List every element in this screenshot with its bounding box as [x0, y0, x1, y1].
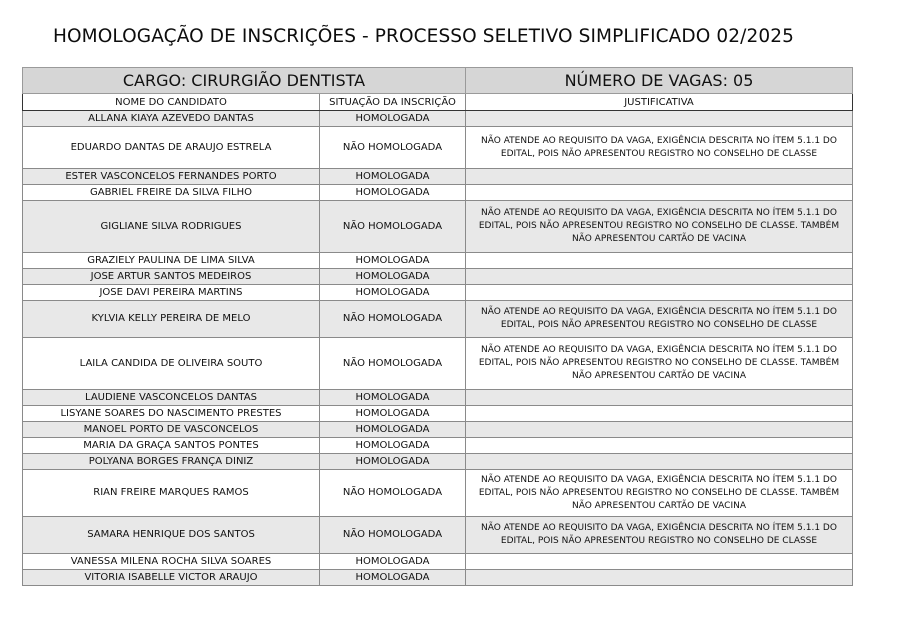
- justification: [466, 169, 853, 185]
- column-header-situacao: SITUAÇÃO DA INSCRIÇÃO: [320, 94, 466, 111]
- candidate-name: MANOEL PORTO DE VASCONCELOS: [23, 422, 320, 438]
- justification: [466, 390, 853, 406]
- column-header-nome: NOME DO CANDIDATO: [23, 94, 320, 111]
- registration-status: HOMOLOGADA: [320, 390, 466, 406]
- justification: [466, 185, 853, 201]
- vagas-label: NÚMERO DE VAGAS: 05: [466, 68, 853, 94]
- justification: [466, 570, 853, 586]
- table-header-row: [23, 94, 853, 111]
- table-row: [23, 438, 853, 454]
- registration-status: NÃO HOMOLOGADA: [320, 517, 466, 554]
- homologation-table: [22, 67, 853, 586]
- page-title: HOMOLOGAÇÃO DE INSCRIÇÕES - PROCESSO SELETIVO SIMPLIFICADO 02/2025: [53, 26, 794, 47]
- registration-status: NÃO HOMOLOGADA: [320, 127, 466, 169]
- registration-status: HOMOLOGADA: [320, 570, 466, 586]
- candidate-name: VANESSA MILENA ROCHA SILVA SOARES: [23, 554, 320, 570]
- candidate-name: EDUARDO DANTAS DE ARAUJO ESTRELA: [23, 127, 320, 169]
- registration-status: HOMOLOGADA: [320, 554, 466, 570]
- registration-status: NÃO HOMOLOGADA: [320, 301, 466, 338]
- table-row: [23, 338, 853, 390]
- table-row: [23, 253, 853, 269]
- candidate-name: KYLVIA KELLY PEREIRA DE MELO: [23, 301, 320, 338]
- candidate-name: SAMARA HENRIQUE DOS SANTOS: [23, 517, 320, 554]
- candidate-name: GIGLIANE SILVA RODRIGUES: [23, 201, 320, 253]
- justification: NÃO ATENDE AO REQUISITO DA VAGA, EXIGÊNCIA DESCRITA NO ÍTEM 5.1.1 DO EDITAL, POIS NÃO APRESENTOU REGISTRO NO CONSELHO DE CLASSE. TAMBÉM NÃO APRESENTOU CARTÃO DE VACINA: [466, 338, 853, 390]
- candidate-name: RIAN FREIRE MARQUES RAMOS: [23, 470, 320, 517]
- justification: [466, 269, 853, 285]
- table-row: [23, 470, 853, 517]
- registration-status: HOMOLOGADA: [320, 406, 466, 422]
- table-row: [23, 201, 853, 253]
- table-row: [23, 517, 853, 554]
- candidate-name: JOSE ARTUR SANTOS MEDEIROS: [23, 269, 320, 285]
- table-row: [23, 111, 853, 127]
- table-row: [23, 185, 853, 201]
- registration-status: NÃO HOMOLOGADA: [320, 201, 466, 253]
- table-row: [23, 454, 853, 470]
- justification: NÃO ATENDE AO REQUISITO DA VAGA, EXIGÊNCIA DESCRITA NO ÍTEM 5.1.1 DO EDITAL, POIS NÃO APRESENTOU REGISTRO NO CONSELHO DE CLASSE. TAMBÉM NÃO APRESENTOU CARTÃO DE VACINA: [466, 201, 853, 253]
- candidate-name: MARIA DA GRAÇA SANTOS PONTES: [23, 438, 320, 454]
- justification: [466, 285, 853, 301]
- table-row: [23, 285, 853, 301]
- justification: [466, 111, 853, 127]
- registration-status: HOMOLOGADA: [320, 422, 466, 438]
- candidate-name: GRAZIELY PAULINA DE LIMA SILVA: [23, 253, 320, 269]
- justification: [466, 253, 853, 269]
- table-row: [23, 301, 853, 338]
- candidate-name: POLYANA BORGES FRANÇA DINIZ: [23, 454, 320, 470]
- registration-status: HOMOLOGADA: [320, 169, 466, 185]
- table-row: [23, 406, 853, 422]
- justification: [466, 438, 853, 454]
- justification: [466, 422, 853, 438]
- justification: NÃO ATENDE AO REQUISITO DA VAGA, EXIGÊNCIA DESCRITA NO ÍTEM 5.1.1 DO EDITAL, POIS NÃO APRESENTOU REGISTRO NO CONSELHO DE CLASSE. TAMBÉM NÃO APRESENTOU CARTÃO DE VACINA: [466, 470, 853, 517]
- table-row: [23, 422, 853, 438]
- table-row: [23, 390, 853, 406]
- registration-status: HOMOLOGADA: [320, 253, 466, 269]
- candidate-name: ALLANA KIAYA AZEVEDO DANTAS: [23, 111, 320, 127]
- candidate-name: LISYANE SOARES DO NASCIMENTO PRESTES: [23, 406, 320, 422]
- candidate-name: LAUDIENE VASCONCELOS DANTAS: [23, 390, 320, 406]
- table-row: [23, 269, 853, 285]
- registration-status: HOMOLOGADA: [320, 285, 466, 301]
- justification: [466, 406, 853, 422]
- cargo-label: CARGO: CIRURGIÃO DENTISTA: [23, 68, 466, 94]
- table-row: [23, 127, 853, 169]
- registration-status: HOMOLOGADA: [320, 269, 466, 285]
- registration-status: HOMOLOGADA: [320, 111, 466, 127]
- justification: NÃO ATENDE AO REQUISITO DA VAGA, EXIGÊNCIA DESCRITA NO ÍTEM 5.1.1 DO EDITAL, POIS NÃO APRESENTOU REGISTRO NO CONSELHO DE CLASSE: [466, 517, 853, 554]
- registration-status: HOMOLOGADA: [320, 185, 466, 201]
- table-row: [23, 169, 853, 185]
- candidate-name: LAILA CANDIDA DE OLIVEIRA SOUTO: [23, 338, 320, 390]
- table-row: [23, 570, 853, 586]
- candidate-name: ESTER VASCONCELOS FERNANDES PORTO: [23, 169, 320, 185]
- registration-status: HOMOLOGADA: [320, 454, 466, 470]
- candidate-name: VITORIA ISABELLE VICTOR ARAUJO: [23, 570, 320, 586]
- candidate-name: GABRIEL FREIRE DA SILVA FILHO: [23, 185, 320, 201]
- table-row: [23, 554, 853, 570]
- justification: NÃO ATENDE AO REQUISITO DA VAGA, EXIGÊNCIA DESCRITA NO ÍTEM 5.1.1 DO EDITAL, POIS NÃO APRESENTOU REGISTRO NO CONSELHO DE CLASSE: [466, 127, 853, 169]
- candidate-name: JOSE DAVI PEREIRA MARTINS: [23, 285, 320, 301]
- registration-status: HOMOLOGADA: [320, 438, 466, 454]
- justification: NÃO ATENDE AO REQUISITO DA VAGA, EXIGÊNCIA DESCRITA NO ÍTEM 5.1.1 DO EDITAL, POIS NÃO APRESENTOU REGISTRO NO CONSELHO DE CLASSE: [466, 301, 853, 338]
- table-banner-row: [23, 68, 853, 94]
- justification: [466, 454, 853, 470]
- justification: [466, 554, 853, 570]
- registration-status: NÃO HOMOLOGADA: [320, 338, 466, 390]
- column-header-justificativa: JUSTIFICATIVA: [466, 94, 853, 111]
- registration-status: NÃO HOMOLOGADA: [320, 470, 466, 517]
